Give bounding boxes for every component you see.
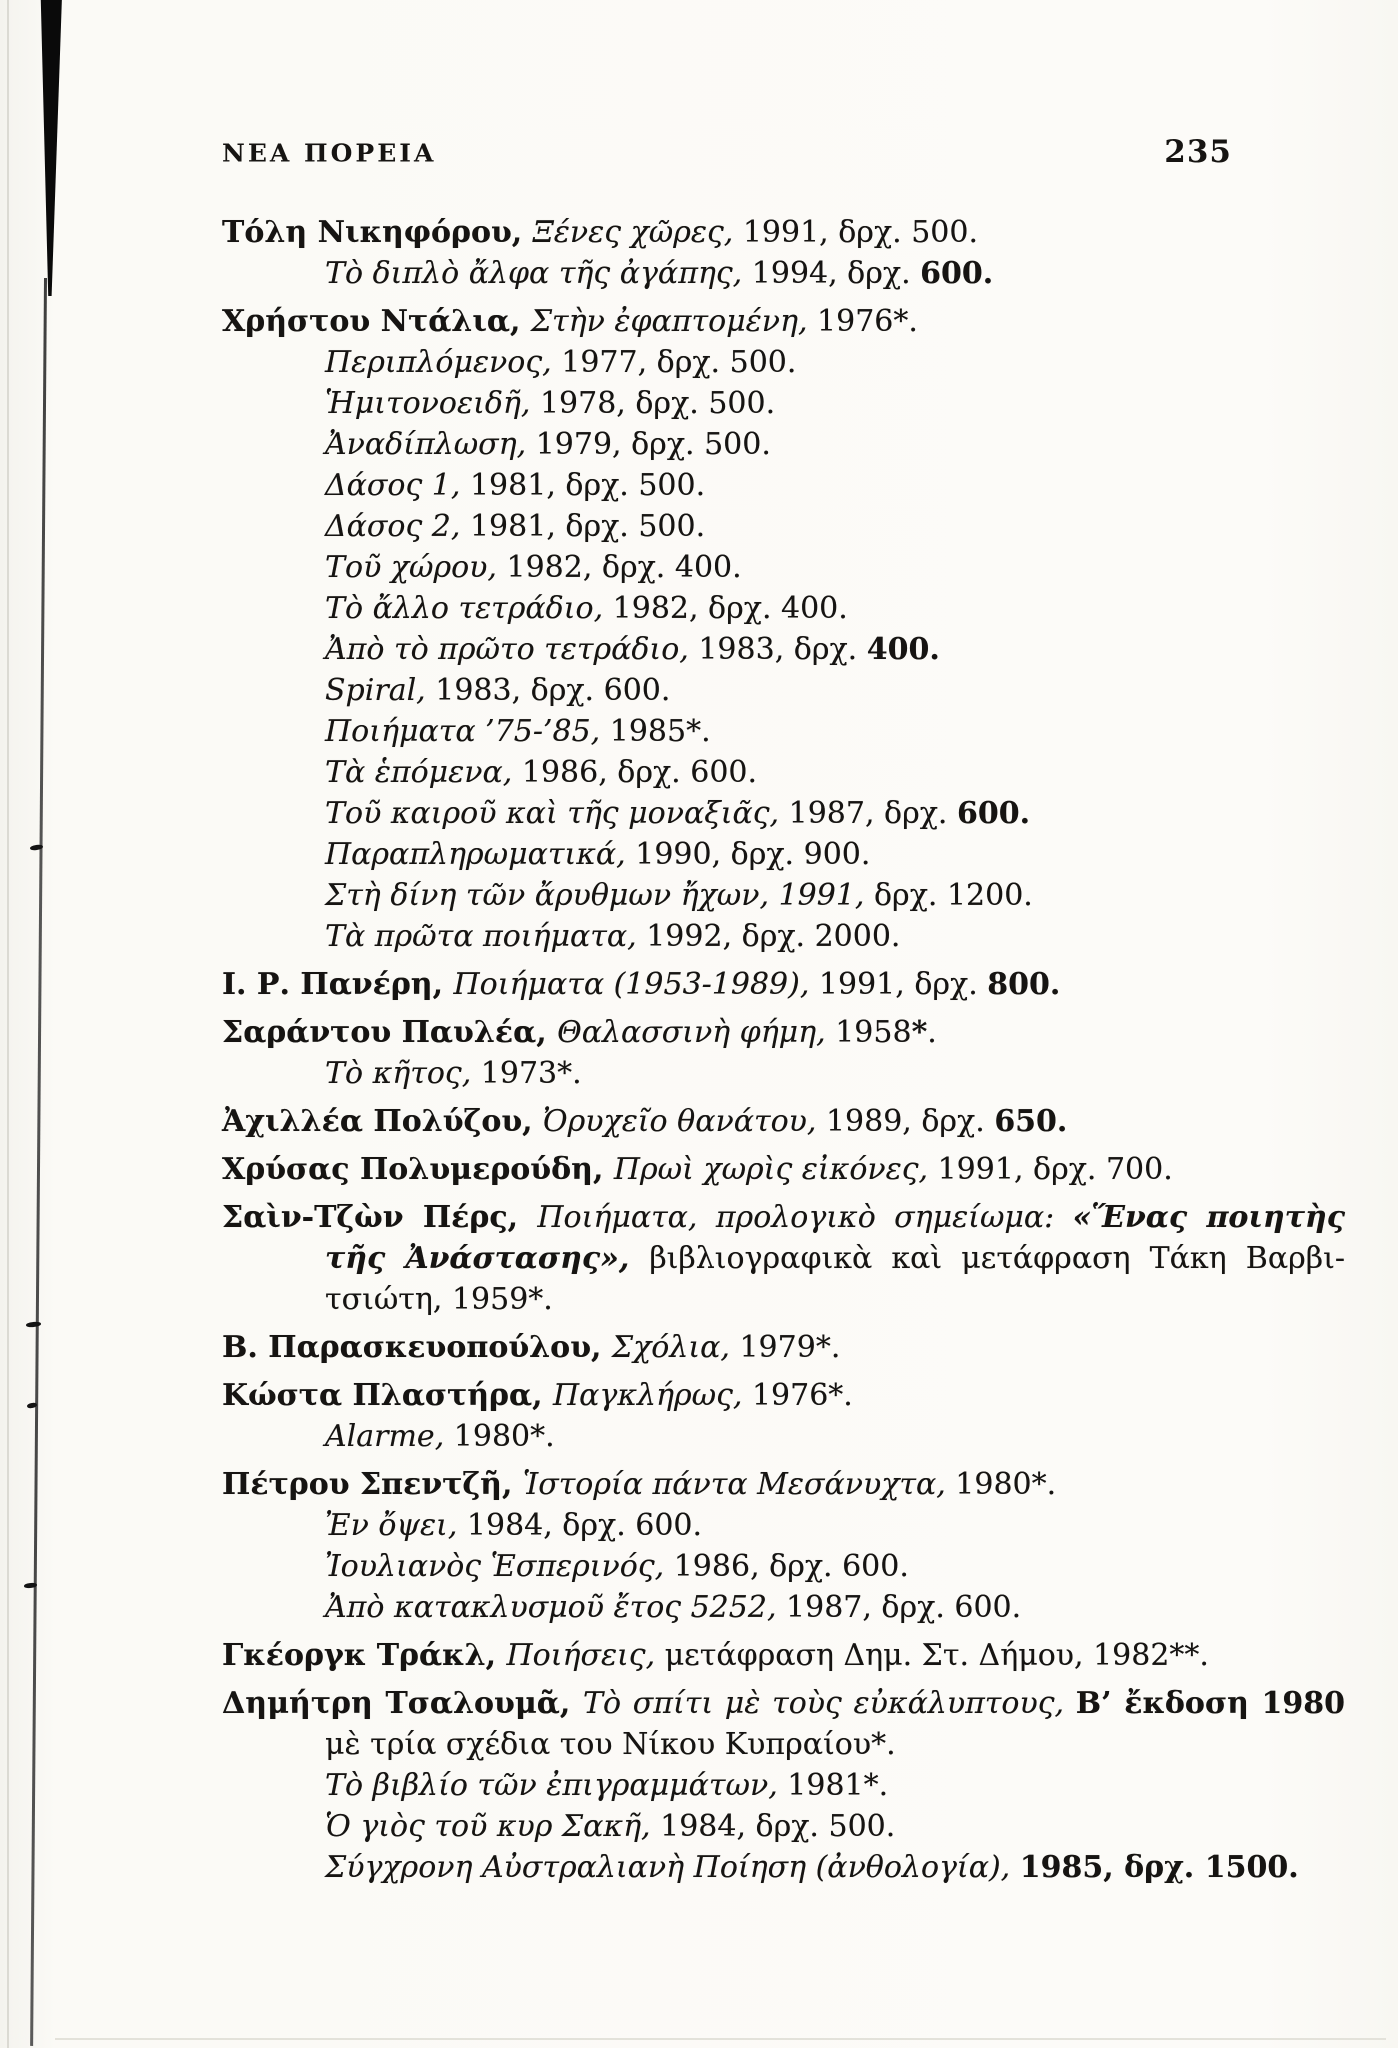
text-segment: 1979, δρχ. 500.: [535, 427, 771, 462]
text-segment: Ἰουλιανὸς Ἑσπερινός,: [325, 1549, 674, 1584]
entry-line: [222, 1238, 1345, 1279]
text-segment: 1985*.: [609, 714, 711, 749]
text-segment: 1985, δρχ. 1500.: [1019, 1850, 1299, 1885]
entry-line: [222, 301, 1345, 342]
text-segment: 1990, δρχ. 900.: [635, 837, 871, 872]
text-segment: Δάσος 2,: [325, 509, 470, 544]
text-segment: «Ἕνας ποιητὴς: [1072, 1200, 1346, 1235]
text-segment: 1976*.: [751, 1378, 853, 1413]
text-segment: Στὴ δίνη τῶν ἄρυθμων ἤχων, 1991,: [325, 878, 874, 913]
scan-speck: [26, 1321, 41, 1328]
text-segment: 1987, δρχ. 600.: [786, 1590, 1022, 1625]
entry-line: [222, 465, 1345, 506]
text-segment: 1994, δρχ.: [751, 256, 921, 291]
running-header: [222, 134, 1232, 170]
text-segment: 1958: [835, 1015, 912, 1050]
text-segment: μετάφραση Δημ. Στ. Δήμου, 1982**.: [664, 1638, 1209, 1673]
entry-line: [222, 793, 1345, 834]
text-segment: Γκέοργκ Τράκλ,: [222, 1638, 507, 1673]
text-segment: 1977, δρχ. 500.: [561, 345, 797, 380]
entry-line: [222, 670, 1345, 711]
text-segment: Ἡμιτονοειδῆ,: [325, 386, 540, 421]
text-segment: Τὸ ἄλλο τετράδιο,: [325, 591, 613, 626]
text-segment: 600.: [957, 796, 1031, 831]
entry-line: [222, 1765, 1345, 1806]
text-segment: Τόλη Νικηφόρου,: [222, 215, 533, 250]
entry-line: [222, 1635, 1345, 1676]
entry-line: [222, 1012, 1345, 1053]
binding-shadow-wedge: [36, 0, 62, 296]
text-segment: Ἀπὸ κατακλυσμοῦ ἔτος 5252,: [325, 1590, 787, 1625]
entry-line: [222, 1416, 1345, 1457]
text-segment: 1992, δρχ. 2000.: [646, 919, 901, 954]
text-segment: 1980*.: [955, 1467, 1057, 1502]
entry-line: [222, 629, 1345, 670]
text-segment: Τὸ διπλὸ ἄλφα τῆς ἀγάπης,: [325, 256, 752, 291]
entry-line: [222, 711, 1345, 752]
text-segment: Κώστα Πλαστήρα,: [222, 1378, 553, 1413]
text-segment: 1983, δρχ.: [698, 632, 867, 667]
text-segment: 1987, δρχ.: [788, 796, 957, 831]
text-segment: Χρήστου Ντάλια,: [222, 304, 531, 339]
entry-line: [222, 875, 1345, 916]
text-segment: 1982, δρχ. 400.: [506, 550, 742, 585]
text-segment: τῆς Ἀνάστασης»,: [325, 1241, 650, 1276]
text-segment: Τὸ κῆτος,: [325, 1056, 481, 1091]
text-segment: 1984, δρχ. 500.: [660, 1809, 896, 1844]
page-outer-edge-line: [7, 0, 9, 2048]
entry-line: [222, 212, 1345, 253]
text-segment: 1991, δρχ. 700.: [937, 1152, 1173, 1187]
text-segment: 1980*.: [453, 1419, 555, 1454]
text-segment: 800.: [987, 967, 1061, 1002]
text-segment: Σαράντου Παυλέα,: [222, 1015, 558, 1050]
text-segment: Ἀπὸ τὸ πρῶτο τετράδιο,: [325, 632, 699, 667]
text-segment: 1981*.: [787, 1768, 889, 1803]
binding-shadow-line: [30, 278, 47, 2046]
text-segment: Τὰ πρῶτα ποιήματα,: [325, 919, 647, 954]
entry-line: [222, 547, 1345, 588]
entry-line: [222, 1279, 1345, 1320]
text-segment: Τὸ σπίτι μὲ τοὺς εὐκάλυπτους,: [582, 1686, 1076, 1721]
text-segment: Τὰ ἑπόμενα,: [325, 755, 522, 790]
text-segment: Ἐν ὄψει,: [325, 1508, 467, 1543]
entry-line: [222, 1724, 1345, 1765]
text-segment: 400.: [866, 632, 940, 667]
text-segment: 1986, δρχ. 600.: [673, 1549, 909, 1584]
text-segment: Ἀναδίπλωση,: [325, 427, 536, 462]
text-segment: Παραπληρωματικά,: [325, 837, 636, 872]
entry-line: [222, 1053, 1345, 1094]
entry-line: [222, 1375, 1345, 1416]
text-segment: 1991, δρχ. 500.: [742, 215, 978, 250]
text-segment: Σχόλια,: [611, 1330, 740, 1365]
text-segment: Ποιήματα ’75-’85,: [325, 714, 610, 749]
text-segment: Παγκλήρως,: [552, 1378, 752, 1413]
entry-line: [222, 1327, 1345, 1368]
entry-line: [222, 1806, 1345, 1847]
entry-line: [222, 1101, 1345, 1142]
text-segment: Β. Παρασκευοπούλου,: [222, 1330, 612, 1365]
entry-line: [222, 506, 1345, 547]
text-segment: Ποιήματα (1953-1989),: [453, 967, 819, 1002]
entry-line: [222, 1587, 1345, 1628]
text-segment: 1982, δρχ. 400.: [612, 591, 848, 626]
journal-title: ΝΕΑ ΠΟΡΕΙΑ: [222, 139, 437, 168]
entry-line: [222, 1683, 1345, 1724]
text-segment: 1984, δρχ. 600.: [466, 1508, 703, 1543]
text-segment: 1981, δρχ. 500.: [469, 468, 706, 503]
text-segment: Θαλασσινὴ φήμη,: [557, 1015, 836, 1050]
text-segment: 1989, δρχ.: [825, 1104, 995, 1139]
text-segment: Σύγχρονη Αὐστραλιανὴ Ποίηση (ἀνθολογία),: [325, 1850, 1020, 1885]
entry-line: [222, 752, 1345, 793]
text-segment: Περιπλόμενος,: [325, 345, 562, 380]
text-segment: Spiral,: [325, 673, 436, 708]
text-segment: Alarme,: [325, 1419, 454, 1454]
text-segment: *: [911, 1015, 928, 1050]
text-segment: 1978, δρχ. 500.: [539, 386, 776, 421]
entries-list: [222, 212, 1345, 1888]
entry-line: [222, 1197, 1345, 1238]
text-segment: Ὁ γιὸς τοῦ κυρ Σακῆ,: [325, 1809, 661, 1844]
entry-line: [222, 253, 1345, 294]
text-segment: Β’ ἔκδοση 1980: [1075, 1686, 1346, 1721]
text-segment: τσιώτη, 1959*.: [325, 1282, 553, 1317]
text-segment: Ποιήματα, προλογικὸ σημείωμα:: [537, 1200, 1073, 1235]
text-segment: βιβλιογραφικὰ καὶ μετάφραση Τάκη Βαρβι-: [649, 1241, 1345, 1276]
text-segment: 1981, δρχ. 500.: [469, 509, 706, 544]
text-segment: Ἱστορία πάντα Μεσάνυχτα,: [522, 1467, 956, 1502]
text-segment: Ξένες χῶρες,: [532, 215, 743, 250]
text-segment: Δημήτρη Τσαλουμᾶ,: [222, 1686, 583, 1721]
text-segment: Τὸ βιβλίο τῶν ἐπιγραμμάτων,: [325, 1768, 788, 1803]
text-segment: Ποιήσεις,: [506, 1638, 665, 1673]
entry-line: [222, 1505, 1345, 1546]
page-bottom-edge-line: [55, 2038, 1386, 2040]
text-segment: Ι. Ρ. Πανέρη,: [222, 967, 454, 1002]
text-segment: 1991, δρχ.: [818, 967, 988, 1002]
text-segment: Στὴν ἐφαπτομένη,: [530, 304, 818, 339]
text-segment: Τοῦ καιροῦ καὶ τῆς μοναξιᾶς,: [325, 796, 789, 831]
text-segment: Χρύσας Πολυμερούδη,: [222, 1152, 614, 1187]
entry-line: [222, 1546, 1345, 1587]
text-segment: Πρωὶ χωρὶς εἰκόνες,: [613, 1152, 938, 1187]
entry-line: [222, 916, 1345, 957]
entry-line: [222, 1847, 1345, 1888]
text-segment: 1983, δρχ. 600.: [435, 673, 671, 708]
text-segment: Δάσος 1,: [325, 468, 470, 503]
entry-line: [222, 1464, 1345, 1505]
text-segment: Ὀρυχεῖο θανάτου,: [543, 1104, 826, 1139]
text-segment: Τοῦ χώρου,: [325, 550, 507, 585]
entry-line: [222, 424, 1345, 465]
text-segment: 600.: [920, 256, 994, 291]
text-segment: 650.: [994, 1104, 1068, 1139]
entry-line: [222, 964, 1345, 1005]
page-number: 235: [1164, 134, 1232, 170]
entry-line: [222, 1149, 1345, 1190]
text-segment: Σαὶν-Τζὼν Πέρς,: [222, 1200, 538, 1235]
text-segment: 1976*.: [817, 304, 918, 339]
entry-line: [222, 834, 1345, 875]
text-segment: 1979*.: [739, 1330, 841, 1365]
text-segment: 1986, δρχ. 600.: [521, 755, 758, 790]
text-segment: Ἀχιλλέα Πολύζου,: [222, 1104, 544, 1139]
entry-line: [222, 342, 1345, 383]
entry-line: [222, 588, 1345, 629]
entry-line: [222, 383, 1345, 424]
text-segment: 1973*.: [480, 1056, 582, 1091]
text-segment: μὲ τρία σχέδια του Νίκου Κυπραίου*.: [325, 1727, 896, 1762]
text-segment: δρχ. 1200.: [874, 878, 1033, 913]
text-segment: .: [927, 1015, 937, 1050]
text-segment: Πέτρου Σπεντζῆ,: [222, 1467, 523, 1502]
